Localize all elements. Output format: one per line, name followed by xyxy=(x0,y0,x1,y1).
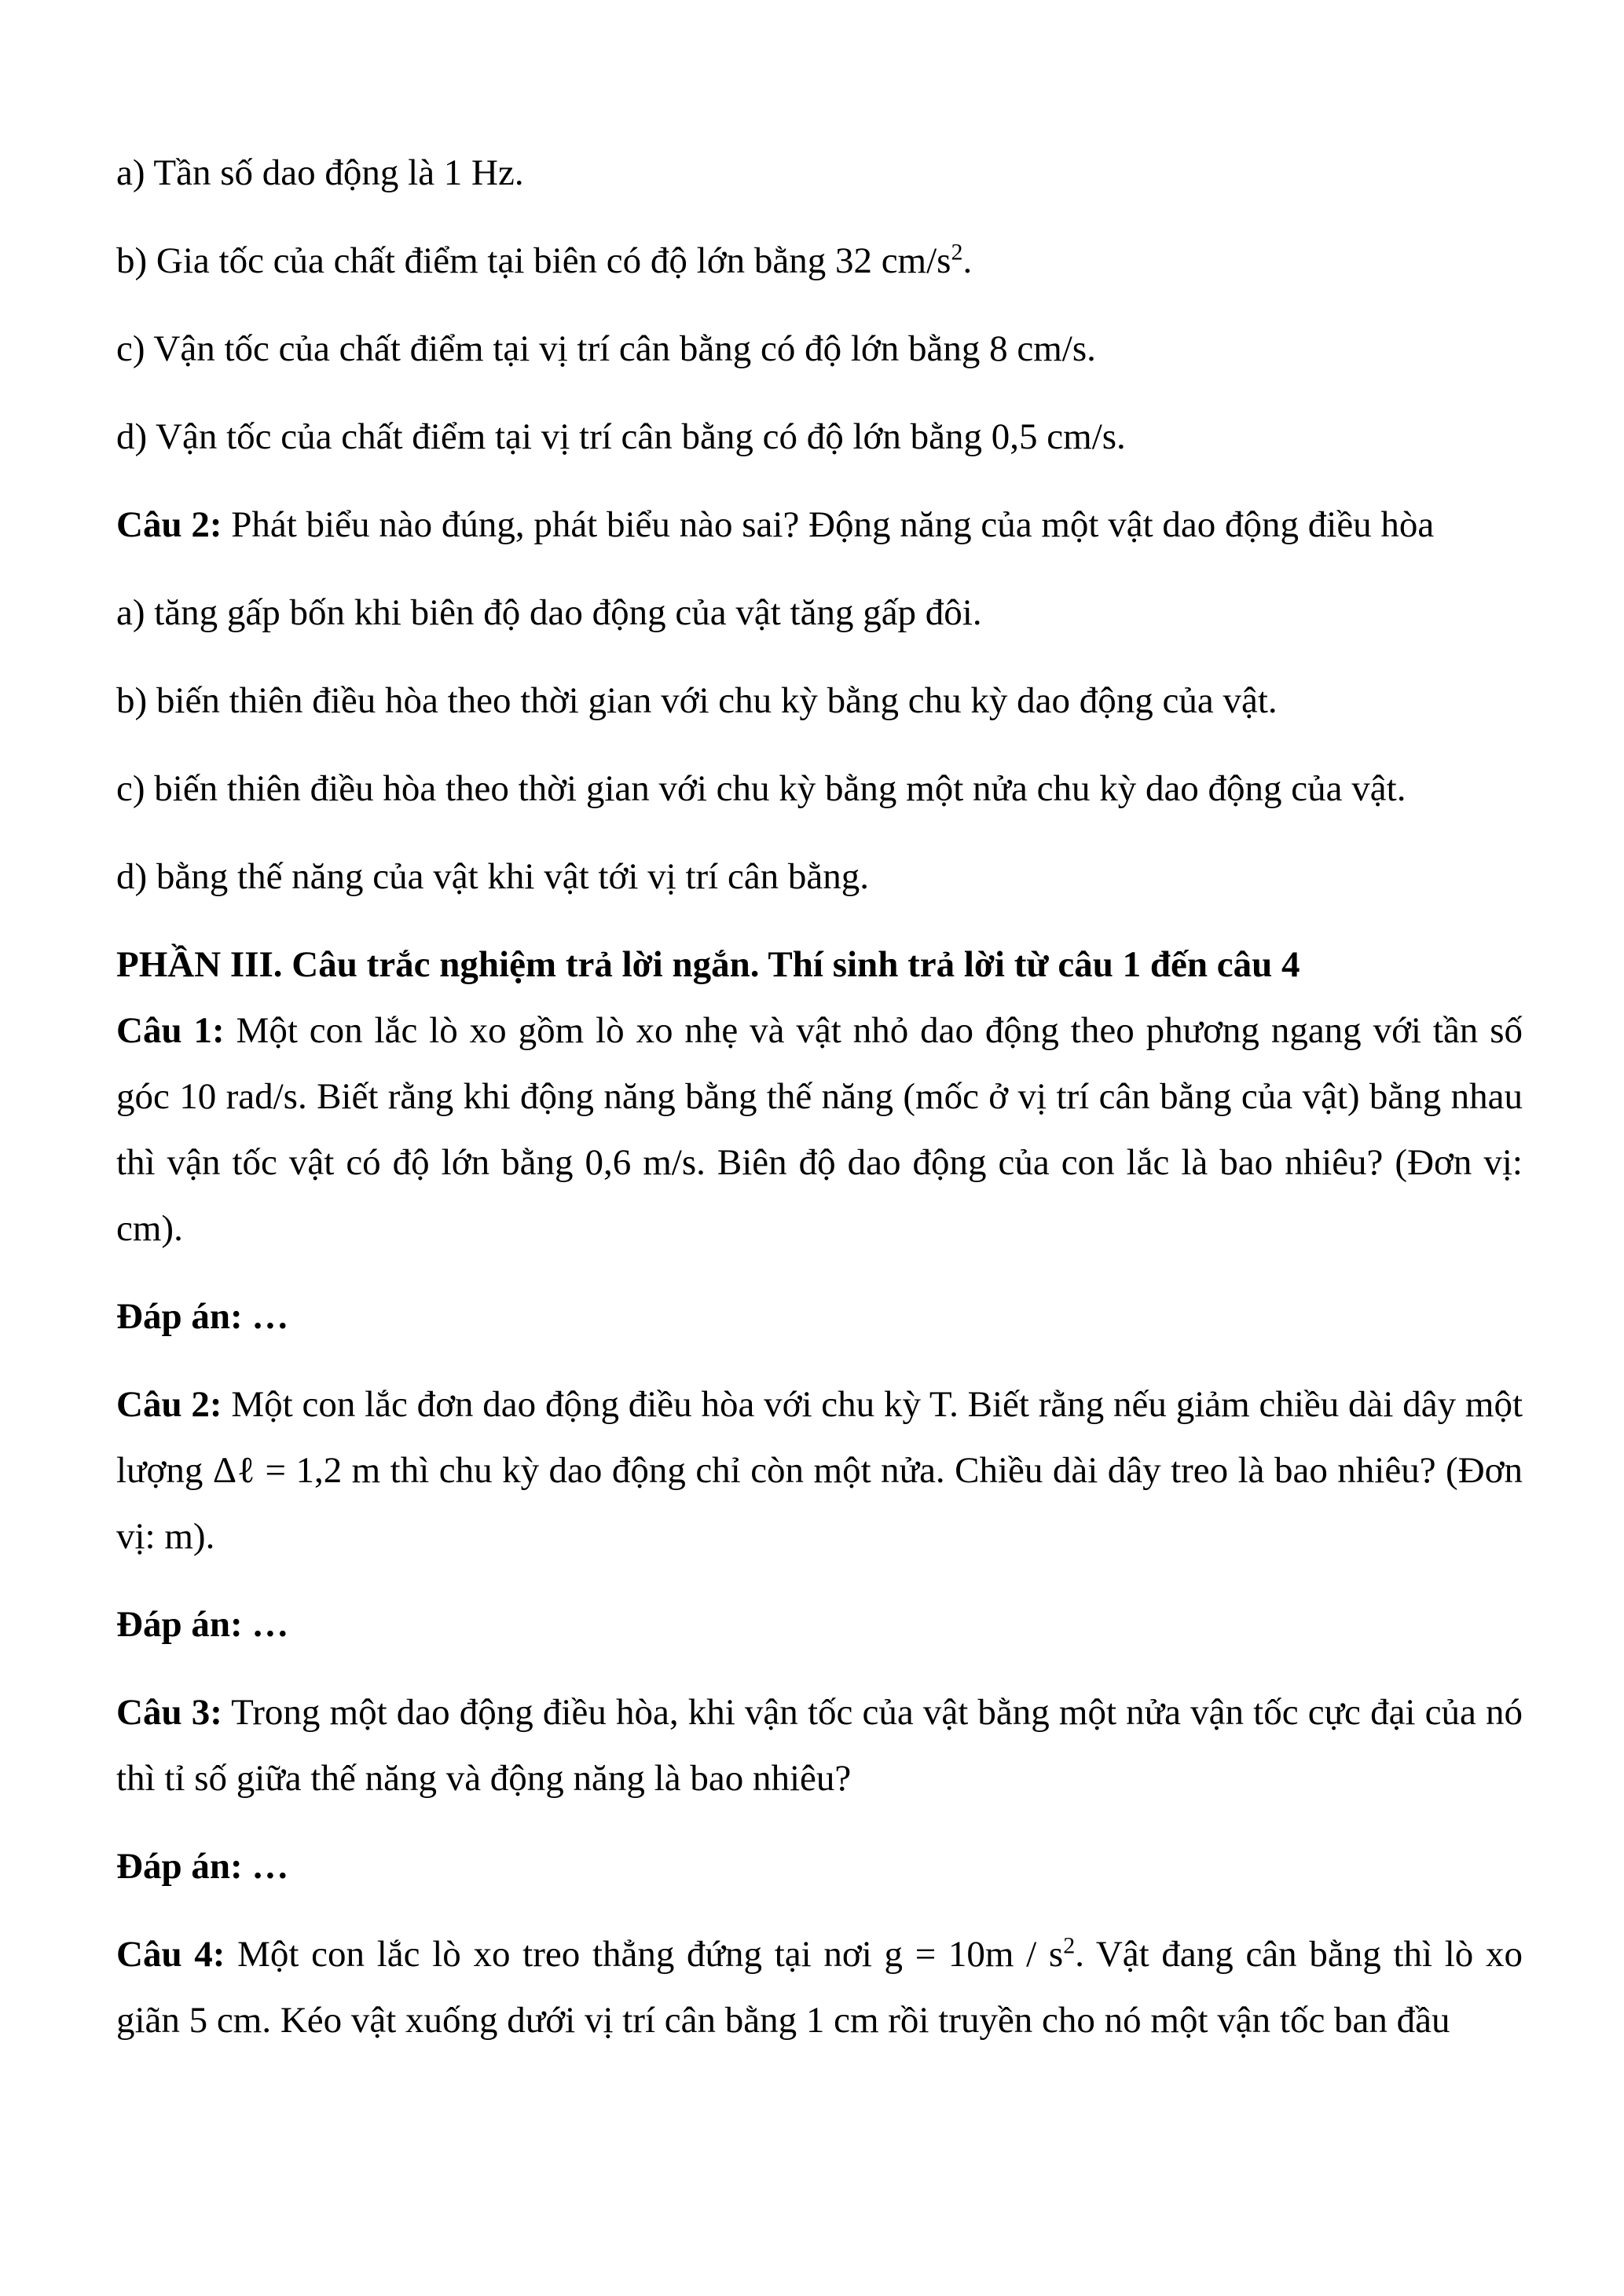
question-text: Một con lắc lò xo treo thẳng đứng tại nơi xyxy=(225,1934,885,1975)
q2-option-b: b) biến thiên điều hòa theo thời gian với chu kỳ bằng chu kỳ dao động của vật. xyxy=(116,680,1278,721)
q1-option-b-text: b) Gia tốc của chất điểm tại biên có độ lớn bằng 32 cm/s xyxy=(116,240,951,281)
part3-question-1 xyxy=(116,998,1523,1262)
question-text-cont: thì chu kỳ dao động chỉ còn một nửa. Chiều dài dây treo là bao nhiêu? (Đơn vị: m). xyxy=(116,1450,1523,1557)
part3-question-3 xyxy=(116,1679,1523,1811)
q1-option-b xyxy=(116,228,1523,294)
answer-line-1: Đáp án: … xyxy=(116,1296,289,1337)
question-label: Câu 3: xyxy=(116,1692,222,1733)
q1-option-c: c) Vận tốc của chất điểm tại vị trí cân bằng có độ lớn bằng 8 cm/s. xyxy=(116,328,1096,369)
answer-line-3: Đáp án: … xyxy=(116,1846,289,1887)
question-text: Một con lắc lò xo gồm lò xo nhẹ và vật nhỏ dao động theo phương ngang với tần số góc 10 rad/s. Biết rằng khi động năng bằng thế năng (mốc ở vị trí cân bằng của vật) bằng nhau thì vận tốc vật có độ lớn bằng 0,6 m/s. Biên độ dao động của con lắc là bao nhiêu? (Đơn vị: cm). xyxy=(116,1010,1523,1249)
gravity-formula-exponent: 2 xyxy=(1063,1932,1076,1959)
part3-question-2 xyxy=(116,1371,1523,1569)
question-label: Câu 2: xyxy=(116,1384,222,1425)
part3-heading: PHẦN III. Câu trắc nghiệm trả lời ngắn. Thí sinh trả lời từ câu 1 đến câu 4 xyxy=(116,944,1300,985)
part2-question-2 xyxy=(116,492,1523,558)
question-text: Một con lắc đơn dao động điều hòa với chu kỳ T. Biết rằng nếu giảm chiều dài dây một lượng xyxy=(116,1384,1523,1491)
q1-option-d: d) Vận tốc của chất điểm tại vị trí cân bằng có độ lớn bằng 0,5 cm/s. xyxy=(116,416,1126,457)
q2-option-a: a) tăng gấp bốn khi biên độ dao động của vật tăng gấp đôi. xyxy=(116,592,982,633)
q1-option-b-exponent: 2 xyxy=(951,239,963,265)
part3-question-4 xyxy=(116,1921,1523,2053)
q1-option-a: a) Tần số dao động là 1 Hz. xyxy=(116,152,524,193)
delta-length-formula: Δℓ = 1,2 m xyxy=(212,1450,381,1491)
document-page xyxy=(116,140,1523,2075)
question-label: Câu 4: xyxy=(116,1934,225,1975)
q2-option-d: d) bằng thế năng của vật khi vật tới vị trí cân bằng. xyxy=(116,856,870,897)
gravity-formula xyxy=(885,1934,1076,1975)
q2-option-c: c) biến thiên điều hòa theo thời gian với chu kỳ bằng một nửa chu kỳ dao động của vật. xyxy=(116,768,1406,809)
question-label: Câu 2: xyxy=(116,504,222,545)
question-text-cont: . Vật đang cân bằng thì lò xo giãn 5 cm. Kéo vật xuống dưới vị trí cân bằng 1 cm rồi truyền cho nó một vận tốc ban đầu xyxy=(116,1934,1523,2041)
question-label: Câu 1: xyxy=(116,1010,225,1051)
gravity-formula-base: g = 10m / s xyxy=(884,1934,1064,1975)
answer-line-2: Đáp án: … xyxy=(116,1604,289,1645)
q1-option-b-period: . xyxy=(962,240,973,281)
question-text: Phát biểu nào đúng, phát biểu nào sai? Động năng của một vật dao động điều hòa xyxy=(222,504,1435,545)
question-text: Trong một dao động điều hòa, khi vận tốc của vật bằng một nửa vận tốc cực đại của nó thì tỉ số giữa thế năng và động năng là bao nhiêu? xyxy=(116,1692,1523,1799)
